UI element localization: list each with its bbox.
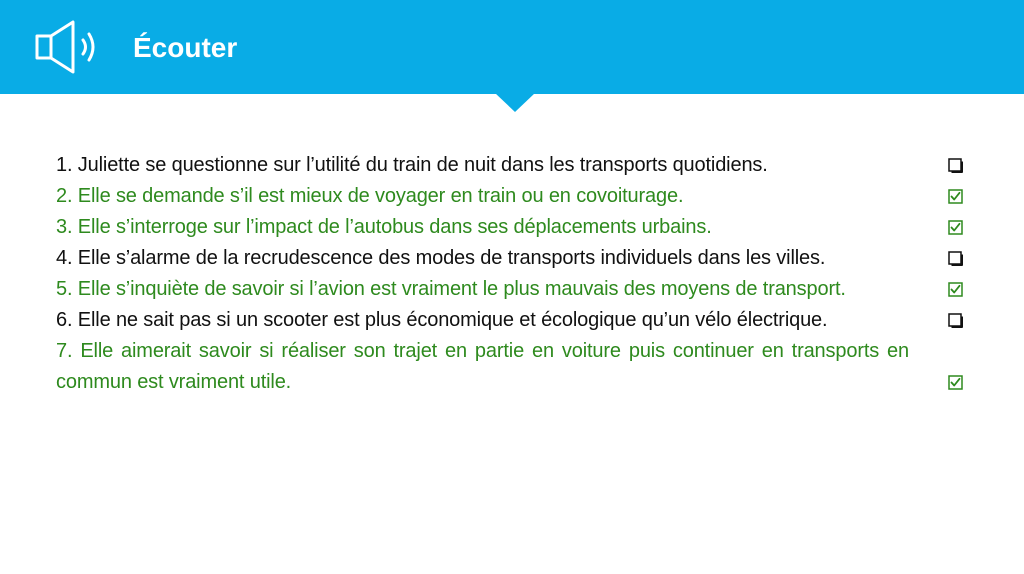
empty-box-icon[interactable] [946,150,964,181]
question-text: 2. Elle se demande s’il est mieux de voyager en train ou en covoiturage. [56,185,684,207]
list-item [56,150,968,181]
empty-box-icon[interactable] [946,305,964,336]
list-item [56,243,968,274]
list-item [56,274,968,305]
checked-box-icon[interactable] [946,212,964,243]
question-text: 1. Juliette se questionne sur l’utilité du train de nuit dans les transports quotidiens. [56,154,768,176]
question-text: 4. Elle s’alarme de la recrudescence des modes de transports individuels dans les villes. [56,247,826,269]
list-item [56,336,968,398]
empty-box-icon[interactable] [946,243,964,274]
header-bar [0,0,1024,94]
page-title: Écouter [133,32,238,63]
question-text: 3. Elle s’interroge sur l’impact de l’autobus dans ses déplacements urbains. [56,216,712,238]
question-text: 7. Elle aimerait savoir si réaliser son trajet en partie en voiture puis continuer en transports en commun est vraiment utile. [56,340,909,393]
list-item [56,305,968,336]
question-list [56,150,968,398]
checked-box-icon[interactable] [946,367,964,398]
list-item [56,181,968,212]
list-item [56,212,968,243]
checked-box-icon[interactable] [946,274,964,305]
question-text: 5. Elle s’inquiète de savoir si l’avion est vraiment le plus mauvais des moyens de transport. [56,278,846,300]
checked-box-icon[interactable] [946,181,964,212]
header-notch [495,93,535,112]
question-text: 6. Elle ne sait pas si un scooter est plus économique et écologique qu’un vélo électrique. [56,309,828,331]
speaker-icon[interactable] [33,18,97,76]
